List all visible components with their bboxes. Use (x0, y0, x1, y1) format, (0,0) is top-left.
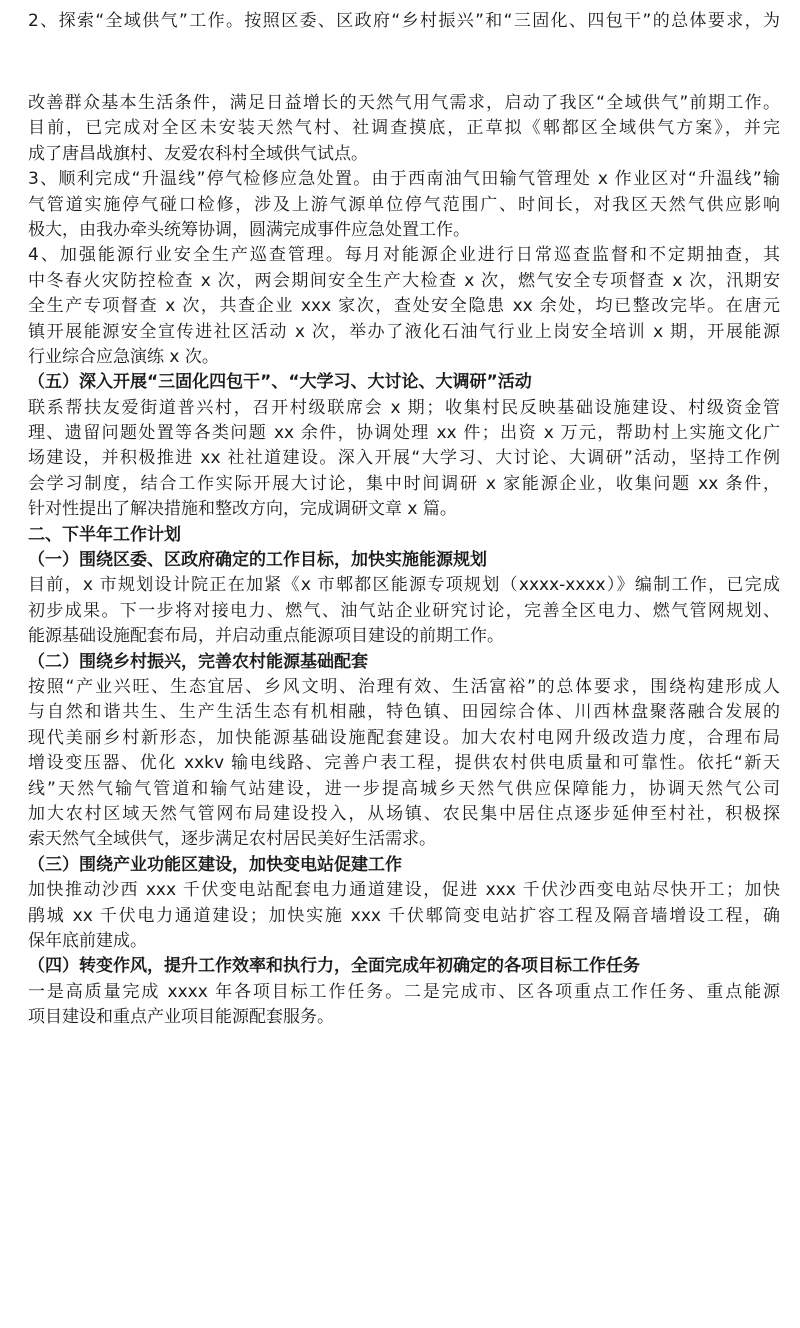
body-line: 理、遗留问题处置等各类问题 xx 余件，协调处理 xx 件；出资 x 万元，帮助村上实施文化广 (28, 423, 780, 444)
body-line: 项目建设和重点产业项目能源配套服务。 (28, 1007, 334, 1028)
section-heading-5: （五）深入开展“三固化四包干”、“大学习、大讨论、大调研”活动 (28, 372, 532, 393)
chapter-heading-2: 二、下半年工作计划 (28, 524, 181, 545)
body-line: 一是高质量完成 xxxx 年各项目标工作任务。二是完成市、区各项重点工作任务、重点能源 (28, 981, 780, 1002)
body-line: 加大农村区域天然气管网布局建设投入，从场镇、农民集中居住点逐步延伸至村社，积极探 (28, 803, 780, 824)
body-line: 中冬春火灾防控检查 x 次，两会期间安全生产大检查 x 次，燃气安全专项督查 x 次，汛期安 (28, 270, 780, 291)
plan-heading-4: （四）转变作风，提升工作效率和执行力，全面完成年初确定的各项目标工作任务 (28, 956, 640, 977)
body-line: 初步成果。下一步将对接电力、燃气、油气站企业研究讨论，完善全区电力、燃气管网规划、 (28, 600, 780, 621)
top-fragment-text (28, 0, 780, 4)
body-line: 加快推动沙西 xxx 千伏变电站配套电力通道建设，促进 xxx 千伏沙西变电站尽快开工；加快 (28, 880, 780, 901)
body-line: 2、探索“全域供气”工作。按照区委、区政府“乡村振兴”和“三固化、四包干”的总体要求，为 (28, 11, 780, 31)
body-line: 会学习制度，结合工作实际开展大讨论，集中时间调研 x 家能源企业，收集问题 xx 条件， (28, 473, 780, 494)
body-line: 联系帮扶友爱街道普兴村，召开村级联席会 x 期；收集村民反映基础设施建设、村级资金管 (28, 397, 780, 418)
body-line: 针对性提出了解决措施和整改方向，完成调研文章 x 篇。 (28, 499, 457, 520)
body-line: 目前，已完成对全区未安装天然气村、社调查摸底，正草拟《郫都区全域供气方案》，并完 (28, 118, 780, 139)
body-line: 气管道实施停气碰口检修，涉及上游气源单位停气范围广、时间长，对我区天然气供应影响 (28, 194, 780, 215)
body-line: 行业综合应急演练 x 次。 (28, 346, 219, 367)
plan-heading-3: （三）围绕产业功能区建设，加快变电站促建工作 (28, 854, 402, 875)
body-line: 现代美丽乡村新形态，加快能源基础设施配套建设。加大农村电网升级改造力度，合理布局 (28, 727, 780, 748)
body-line: 目前，x 市规划设计院正在加紧《x 市郫都区能源专项规划（xxxx-xxxx）》编制工作，已完成 (28, 575, 780, 596)
body-line: 3、顺利完成“升温线”停气检修应急处置。由于西南油气田输气管理处 x 作业区对“升温线”输 (28, 169, 780, 190)
body-line: 保年底前建成。 (28, 930, 147, 951)
body-line: 按照“产业兴旺、生态宜居、乡风文明、治理有效、生活富裕”的总体要求，围绕构建形成人 (28, 676, 780, 697)
body-line: 4、加强能源行业安全生产巡查管理。每月对能源企业进行日常巡查监督和不定期抽查，其 (28, 245, 780, 266)
body-line: 场建设，并积极推进 xx 社社道建设。深入开展“大学习、大讨论、大调研”活动，坚持工作例 (28, 448, 780, 469)
body-line: 线”天然气输气管道和输气站建设，进一步提高城乡天然气供应保障能力，协调天然气公司 (28, 778, 780, 799)
plan-heading-2: （二）围绕乡村振兴，完善农村能源基础配套 (28, 651, 368, 672)
body-line: 成了唐昌战旗村、友爱农科村全域供气试点。 (28, 143, 368, 164)
plan-heading-1: （一）围绕区委、区政府确定的工作目标，加快实施能源规划 (28, 550, 487, 571)
body-line: 极大，由我办牵头统筹协调，圆满完成事件应急处置工作。 (28, 219, 470, 240)
body-line: 与自然和谐共生、生产生活生态有机相融，特色镇、田园综合体、川西林盘聚落融合发展的 (28, 702, 780, 723)
body-line: 镇开展能源安全宣传进社区活动 x 次，举办了液化石油气行业上岗安全培训 x 期，开展能源 (28, 321, 780, 342)
body-line: 索天然气全域供气，逐步满足农村居民美好生活需求。 (28, 829, 436, 850)
document-body (28, 91, 780, 1030)
paragraph-2-start (28, 9, 780, 34)
body-line: 增设变压器、优化 xxkv 输电线路、完善户表工程，提供农村供电质量和可靠性。依托“新天 (28, 753, 780, 774)
body-line: 改善群众基本生活条件，满足日益增长的天然气用气需求，启动了我区“全域供气”前期工作。 (28, 93, 780, 113)
body-line: 全生产专项督查 x 次，共查企业 xxx 家次，查处安全隐患 xx 余处，均已整改完毕。在唐元 (28, 296, 780, 317)
body-line: 鹃城 xx 千伏电力通道建设；加快实施 xxx 千伏郫筒变电站扩容工程及隔音墙增设工程，确 (28, 905, 780, 926)
cropped-top-line (28, 0, 780, 4)
body-line: 能源基础设施配套布局，并启动重点能源项目建设的前期工作。 (28, 626, 504, 647)
